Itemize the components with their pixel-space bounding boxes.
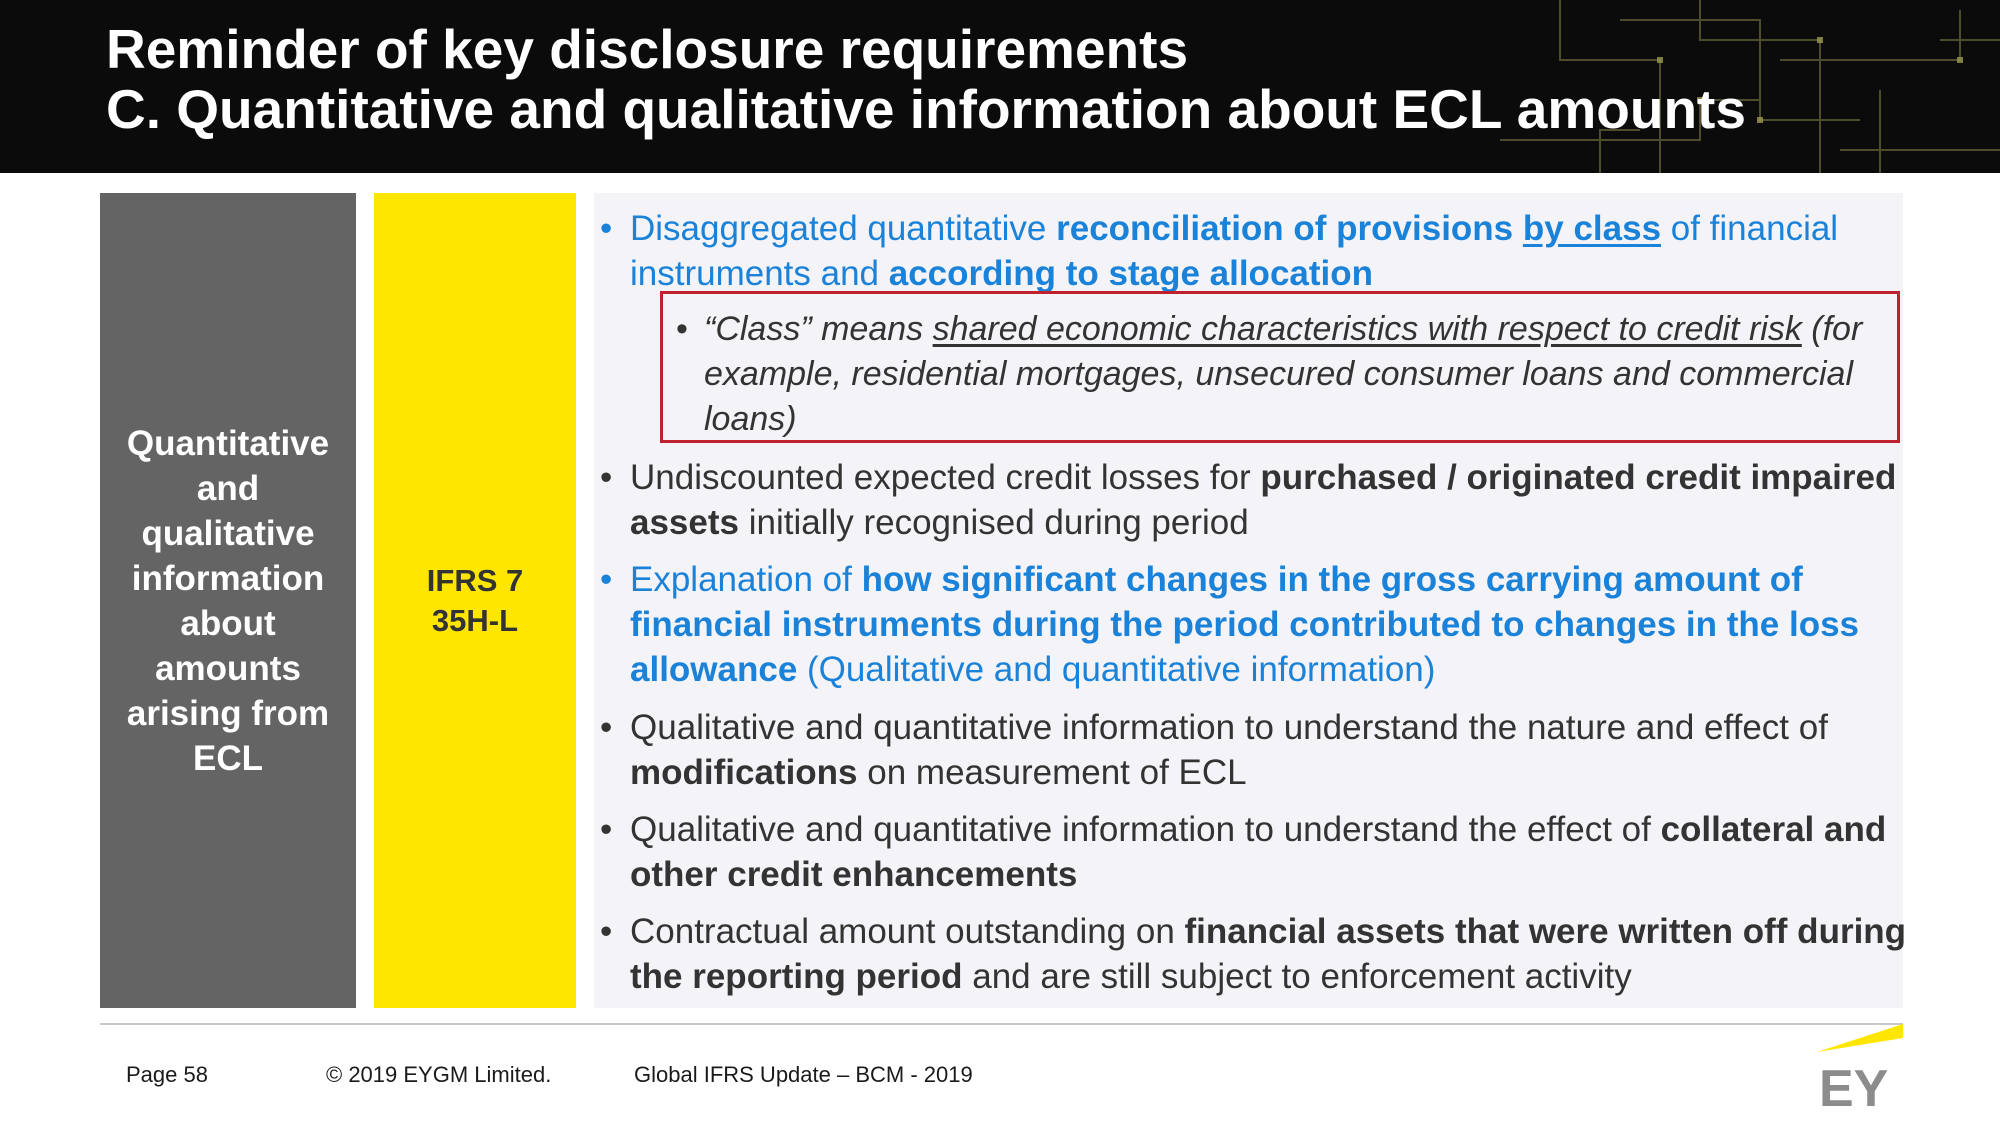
sub-bullet-underlined: shared economic characteristics with respect to credit risk: [932, 310, 1802, 348]
bullet-reconciliation: [596, 206, 1910, 296]
bullet-emphasis: purchased / originated credit impaired assets: [630, 458, 1897, 542]
bullet-text: of financial instruments and: [630, 209, 1839, 293]
bullet-emphasis: financial assets that were written off during the reporting period: [630, 912, 1907, 996]
bullet-text: initially recognised during period: [738, 503, 1249, 542]
sub-bullet-text: (for example, residential mortgages, unsecured consumer loans and commercial loans): [704, 310, 1863, 438]
bullet-emphasis: modifications: [630, 753, 858, 792]
event-name: Global IFRS Update – BCM - 2019: [634, 1062, 973, 1087]
bullet-written-off: [596, 909, 1920, 999]
sub-bullet-text: “Class” means: [704, 310, 933, 348]
bullet-emphasis: collateral and other credit enhancements: [630, 810, 1887, 894]
bullet-emphasis: how significant changes in the gross carrying amount of financial instruments during the period contributed to changes in the loss allowance: [630, 560, 1859, 689]
bullet-text: Qualitative and quantitative information to understand the effect of: [630, 810, 1661, 849]
reference-standard: IFRS 7: [426, 562, 524, 598]
bullet-gross-carrying-changes: [596, 557, 1920, 692]
bullet-text: Qualitative and quantitative information to understand the nature and effect of: [630, 708, 1828, 747]
bullet-emphasis-underlined: by class: [1522, 209, 1662, 248]
header-banner: [0, 0, 2000, 173]
ey-logo-text: EY: [1819, 1060, 1889, 1112]
topic-box: [100, 193, 356, 1008]
sub-bullet-class-definition: [670, 307, 1919, 442]
reference-label: [385, 561, 565, 641]
bullet-text: Undiscounted expected credit losses for: [630, 458, 1261, 497]
reference-box: [374, 193, 576, 1008]
bullet-undiscounted-ecl: [596, 455, 1910, 545]
footer-divider: [100, 1023, 1903, 1025]
copyright: © 2019 EYGM Limited.: [326, 1062, 552, 1087]
bullet-text: and are still subject to enforcement activity: [962, 957, 1632, 996]
bullet-text: Disaggregated quantitative: [630, 209, 1057, 248]
topic-label: Quantitative and qualitative information about amounts arising from ECL: [126, 423, 330, 778]
bullet-collateral: [596, 807, 1910, 897]
bullet-text: Contractual amount outstanding on: [630, 912, 1185, 951]
page-title: Reminder of key disclosure requirements: [106, 18, 1189, 80]
reference-paragraphs: 35H-L: [431, 602, 519, 638]
bullet-modifications: [596, 705, 1910, 795]
page-number: Page 58: [126, 1062, 208, 1087]
bullet-text: Explanation of: [630, 560, 862, 599]
ey-logo-icon: [1815, 1022, 1905, 1112]
bullet-text: on measurement of ECL: [857, 753, 1247, 792]
bullet-emphasis: according to stage allocation: [888, 254, 1374, 293]
bullet-text: (Qualitative and quantitative information): [797, 650, 1436, 689]
page-subtitle: C. Quantitative and qualitative information about ECL amounts: [106, 78, 1746, 140]
bullet-emphasis: reconciliation of provisions: [1056, 209, 1523, 248]
